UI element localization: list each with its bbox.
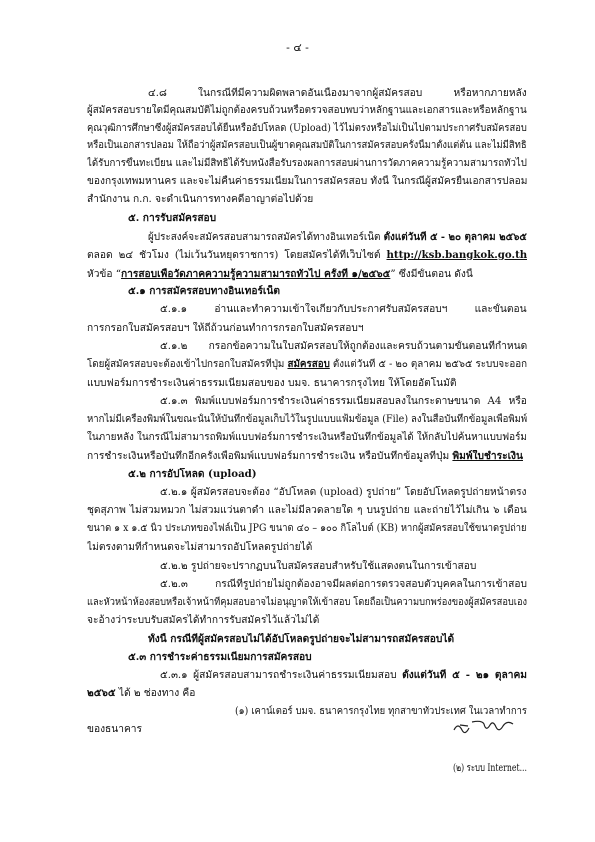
text-segment: http://ksb.bangkok.go.th <box>386 249 528 261</box>
text-segment: ๕.๑.๒ กรอกข้อความในใบสมัครสอบให้ถูกต้องและครบถ้วนตามขั้นตอนที่กำหนด <box>160 341 528 352</box>
text-segment: พิมพ์ใบชำระเงิน <box>452 450 523 462</box>
text-line <box>87 687 195 700</box>
text-segment: สมัครสอบ <box>287 358 330 370</box>
text-line <box>87 268 473 281</box>
text-segment: ๕.๓ การชำระค่าธรรมเนียมการสมัครสอบ <box>128 651 312 663</box>
text-segment: คุณวุฒิการศึกษาซึ่งผู้สมัครสอบได้ยื่นหรืออัปโหลด (Upload) ไว้ไม่ตรงหรือไม่เป็นไปตามประกาศรับสมัครสอบ <box>87 123 527 134</box>
text-line <box>160 560 476 573</box>
text-segment: (๒) ระบบ Internet... <box>453 763 528 774</box>
text-segment: และหัวหน้าห้องสอบหรือเจ้าหน้าที่คุมสอบอาจไม่อนุญาตให้เข้าสอบ โดยถือเป็นความบกพร่องของผู้สมัครสอบเอง <box>87 597 528 608</box>
text-segment: ผู้ประสงค์จะสมัครสอบสามารถสมัครได้ทางอินเทอร์เน็ต <box>148 232 384 243</box>
text-segment: ๕.๑ การสมัครสอบทางอินเทอร์เน็ต <box>128 285 280 297</box>
text-line <box>160 303 527 316</box>
text-segment: ขนาด ๑ x ๑.๕ นิ้ว ประเภทของไฟล์เป็น JPG ขนาด ๔๐ – ๑๐๐ กิโลไบต์ (KB) หากผู้สมัครสอบใช้ขนาดรูปถ่าย <box>87 523 527 534</box>
text-segment: (๑) เคาน์เตอร์ บมจ. ธนาคารกรุงไทย ทุกสาขาทั่วประเทศ ในเวลาทำการ <box>235 706 527 717</box>
text-line <box>128 212 216 225</box>
text-segment: ๕.๑.๑ อ่านและทำความเข้าใจเกี่ยวกับประกาศรับสมัครสอบฯ และขั้นตอน <box>160 304 527 315</box>
text-line <box>148 231 527 244</box>
text-segment: ตั้งแต่วันที่ ๕ - ๒๑ ตุลาคม <box>402 669 528 681</box>
text-line <box>160 669 527 682</box>
page-number: - ๔ - <box>286 41 309 54</box>
text-line <box>87 723 142 736</box>
text-segment: โดยผู้สมัครสอบจะต้องเข้าไปกรอกใบสมัครที่ปุ่ม <box>87 359 288 370</box>
text-line <box>87 614 319 627</box>
text-line <box>87 122 527 135</box>
text-segment: ตั้งแต่วันที่ ๕ - ๒๐ ตุลาคม ๒๕๖๕ ระบบจะออก <box>329 359 528 370</box>
text-line <box>87 175 527 188</box>
text-line <box>128 468 257 481</box>
text-line <box>453 762 527 775</box>
text-segment: ตลอด ๒๔ ชั่วโมง (ไม่เว้นวันหยุดราชการ) โดยสมัครได้ที่เว็บไซต์ <box>87 250 387 261</box>
text-segment: ๕. การรับสมัครสอบ <box>128 212 217 224</box>
text-line <box>160 395 527 408</box>
text-segment: ” ซึ่งมีขั้นตอน ดังนี้ <box>390 269 473 280</box>
text-segment: ๕.๒.๓ กรณีที่รูปถ่ายไม่ถูกต้องอาจมีผลต่อการตรวจสอบตัวบุคคลในการเข้าสอบ <box>160 579 527 590</box>
text-line <box>87 104 527 117</box>
text-line <box>87 431 527 444</box>
text-segment: ได้รับการขึ้นทะเบียน และไม่มีสิทธิได้รับหนังสือรับรองผลการสอบผ่านการวัดภาคความรู้ความสามารถทั่วไป <box>87 158 527 169</box>
text-segment: ๕.๒.๑ ผู้สมัครสอบจะต้อง “อัปโหลด (upload) รูปถ่าย” โดยอัปโหลดรูปถ่ายหน้าตรง <box>160 487 527 498</box>
text-segment: ชุดสุภาพ ไม่สวมหมวก ไม่สวมแว่นตาดำ และไม่มีลวดลายใด ๆ บนรูปถ่าย และถ่ายไว้ไม่เกิน ๖ เดือน <box>87 505 527 516</box>
text-line <box>87 596 527 609</box>
text-line <box>160 578 527 591</box>
text-line <box>128 651 312 664</box>
text-segment: ผู้สมัครสอบรายใดมีคุณสมบัติไม่ถูกต้องครบถ้วนหรือตรวจสอบพบว่าหลักฐานและเอกสารและหรือหลักฐาน <box>87 105 527 116</box>
text-segment: การชำระเงินหรือบันทึกอีกครั้งเพื่อพิมพ์แบบฟอร์มการชำระเงิน หรือบันทึกข้อมูลที่ปุ่ม <box>87 451 453 462</box>
text-segment: ตั้งแต่วันที่ ๕ - ๒๐ ตุลาคม ๒๕๖๕ <box>383 231 527 243</box>
text-segment: ๔.๘ ในกรณีที่มีความผิดพลาดอันเนื่องมาจากผู้สมัครสอบ หรือหากภายหลัง <box>148 88 527 99</box>
text-segment: ในภายหลัง ในกรณีไม่สามารถพิมพ์แบบฟอร์มการชำระเงินหรือบันทึกข้อมูลได้ ให้กลับไปค้นหาแบบฟอร์ม <box>87 432 527 443</box>
text-segment: แบบฟอร์มการชำระเงินค่าธรรมเนียมสอบของ บมจ. ธนาคารกรุงไทย ให้โดยอัตโนมัติ <box>87 378 457 389</box>
text-line <box>148 87 527 100</box>
text-line <box>87 157 527 170</box>
text-segment: ทั้งนี้ กรณีที่ผู้สมัครสอบไม่ได้อัปโหลดรูปถ่ายจะไม่สามารถสมัครสอบได้ <box>148 633 455 645</box>
text-segment: ของกรุงเทพมหานคร และจะไม่คืนค่าธรรมเนียมในการสมัครสอบ ทั้งนี้ ในกรณีผู้สมัครยื่นเอกสารปลอม <box>87 176 528 187</box>
text-segment: ๒๕๖๕ <box>87 687 116 699</box>
text-line <box>87 541 312 554</box>
initial-signature <box>450 716 520 738</box>
text-segment: การกรอกใบสมัครสอบฯ ให้ถี่ถ้วนก่อนทำการกรอกใบสมัครสอบฯ <box>87 323 364 334</box>
text-line <box>87 193 313 206</box>
text-segment: ๕.๒ การอัปโหลด (upload) <box>128 468 257 480</box>
text-segment: ของธนาคาร <box>87 724 142 735</box>
text-line <box>87 322 364 335</box>
text-line <box>160 340 527 353</box>
text-line <box>87 504 527 517</box>
text-segment: ๕.๒.๒ รูปถ่ายจะปรากฏบนใบสมัครสอบสำหรับใช้แสดงตนในการเข้าสอบ <box>160 561 477 572</box>
text-line <box>87 413 527 426</box>
text-line <box>87 358 527 371</box>
text-segment: ได้ ๒ ช่องทาง คือ <box>115 688 196 699</box>
text-line <box>148 633 454 646</box>
text-line <box>160 486 527 499</box>
text-line <box>87 377 456 390</box>
text-line <box>87 139 527 152</box>
text-segment: สำนักงาน ก.ก. จะดำเนินการทางคดีอาญาต่อไปด้วย <box>87 194 314 205</box>
text-segment: จะอ้างว่าระบบรับสมัครได้ทำการรับสมัครไว้แล้วไม่ได้ <box>87 615 320 626</box>
text-segment: การสอบเพื่อวัดภาคความรู้ความสามารถทั่วไป ครั้งที่ ๑/๒๕๖๕ <box>120 268 391 280</box>
text-line <box>87 450 523 463</box>
text-segment: ๕.๓.๑ ผู้สมัครสอบสามารถชำระเงินค่าธรรมเนียมสอบ <box>160 670 403 681</box>
text-segment: หากไม่มีเครื่องพิมพ์ในขณะนั้นให้บันทึกข้อมูลเก็บไว้ในรูปแบบแฟ้มข้อมูล (File) ลงในสื่อบันทึกข้อมูลเพื่อพิมพ์ <box>87 414 528 425</box>
text-line <box>87 522 527 535</box>
text-segment: หรือเป็นเอกสารปลอม ให้ถือว่าผู้สมัครสอบเป็นผู้ขาดคุณสมบัติในการสมัครสอบครั้งนี้มาตั้งแต่ต้น และไม่มีสิทธิ <box>87 140 527 151</box>
text-segment: หัวข้อ “ <box>87 269 121 280</box>
text-line <box>87 249 527 262</box>
text-segment: ๕.๑.๓ พิมพ์แบบฟอร์มการชำระเงินค่าธรรมเนียมสอบลงในกระดาษขนาด A4 หรือ <box>160 396 527 407</box>
text-line <box>128 285 280 298</box>
text-segment: ไม่ตรงตามที่กำหนดจะไม่สามารถอัปโหลดรูปถ่ายได้ <box>87 542 313 553</box>
